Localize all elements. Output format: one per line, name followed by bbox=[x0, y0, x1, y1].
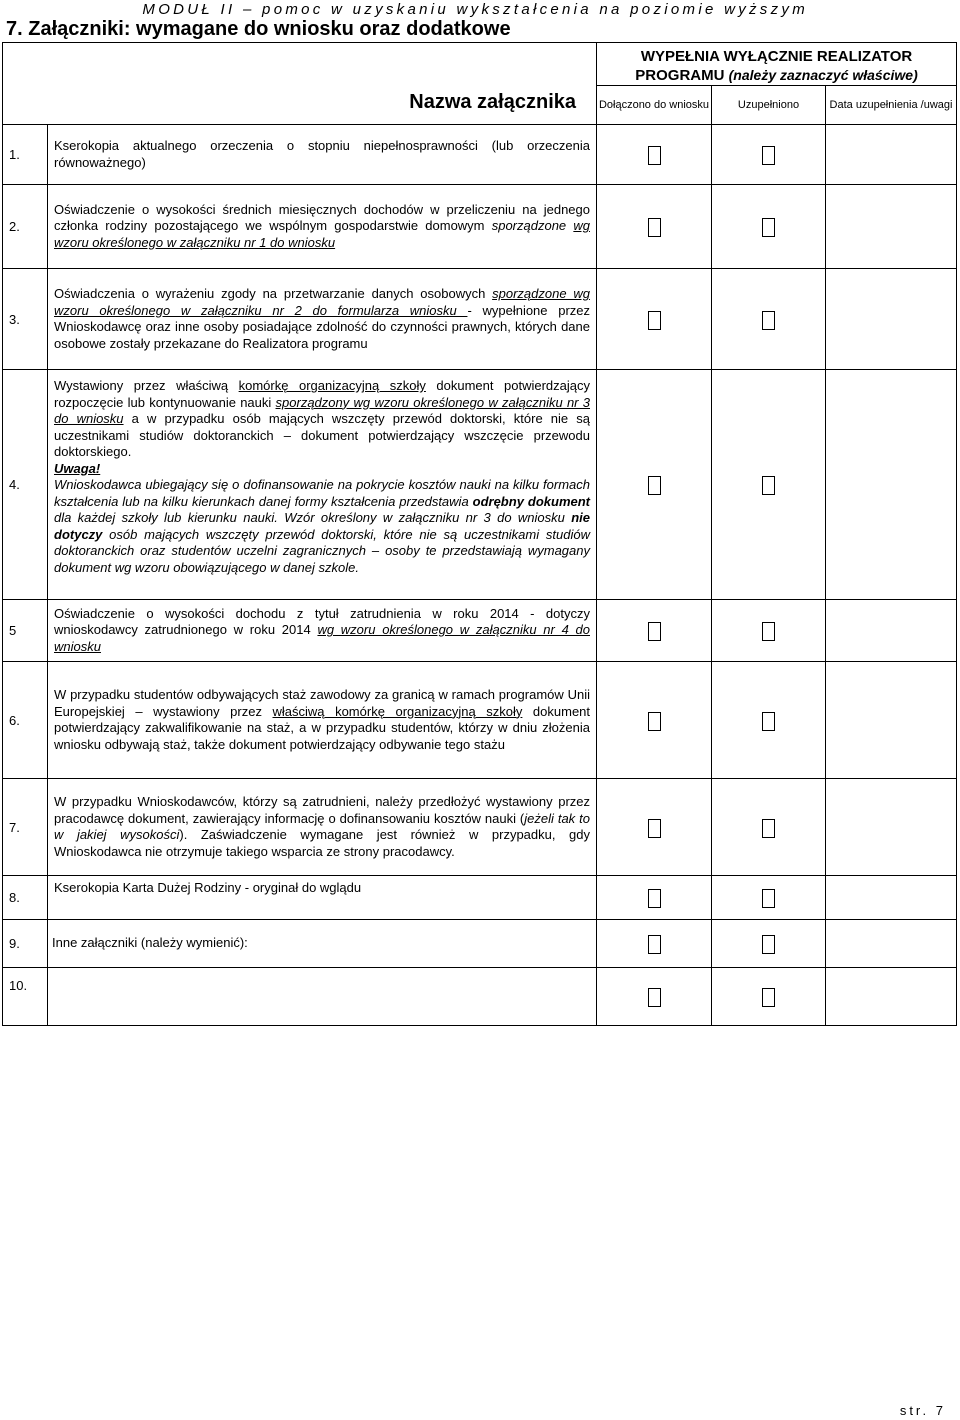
attached-checkbox[interactable] bbox=[597, 876, 712, 920]
realizator-header-italic: (należy zaznaczyć właściwe) bbox=[728, 67, 918, 83]
template-reference: wg wzoru określonego w załączniku nr 1 do wniosku bbox=[54, 218, 590, 250]
row-text: dokument potwierdzający zakwalifikowanie na staż, a w przypadku studentów, którzy w dniu złożenia wniosku odbywają staż, także dokument potwierdzający odbywanie tego stażu bbox=[54, 703, 591, 752]
table-header-row bbox=[3, 43, 957, 86]
row-text: Wystawiony przez właściwą bbox=[54, 378, 239, 393]
checkbox-square-icon bbox=[648, 622, 661, 641]
date-remarks-cell[interactable] bbox=[826, 779, 957, 876]
row-text-italic: sporządzone bbox=[491, 218, 574, 234]
row-text: Oświadczenie o wysokości dochodu z tytuł zatrudnienia w roku 2014 - dotyczy wnioskodawcy zatrudnionego w roku 2014 bbox=[54, 605, 590, 638]
completed-checkbox[interactable] bbox=[712, 185, 826, 269]
section-title: 7. Załączniki: wymagane do wniosku oraz dodatkowe bbox=[6, 18, 511, 40]
row-description: Kserokopia aktualnego orzeczenia o stopniu niepełnosprawności (lub orzeczenia równoważnego) bbox=[48, 125, 597, 185]
checkbox-square-icon bbox=[762, 311, 775, 330]
completed-checkbox[interactable] bbox=[712, 779, 826, 876]
checkbox-square-icon bbox=[648, 146, 661, 165]
col-completed-header: Uzupełniono bbox=[712, 86, 826, 125]
realizator-header-bold: WYPEŁNIA WYŁĄCZNIE REALIZATOR PROGRAMU bbox=[635, 48, 913, 84]
attached-checkbox[interactable] bbox=[597, 968, 712, 1026]
realizator-group-header bbox=[597, 43, 957, 86]
table-row bbox=[3, 125, 957, 185]
checkbox-square-icon bbox=[648, 218, 661, 237]
table-row bbox=[3, 779, 957, 876]
checkbox-square-icon bbox=[762, 218, 775, 237]
table-row bbox=[3, 370, 957, 600]
attached-checkbox[interactable] bbox=[597, 779, 712, 876]
row-number: 3. bbox=[3, 269, 48, 370]
row-description bbox=[48, 779, 597, 876]
row-description: Inne załączniki (należy wymienić): bbox=[48, 920, 597, 968]
table-row bbox=[3, 662, 957, 779]
checkbox-square-icon bbox=[648, 889, 661, 908]
row-description bbox=[48, 662, 597, 779]
row-number: 9. bbox=[3, 920, 48, 968]
row-text-underlined: właściwą komórkę organizacyjną szkoły bbox=[272, 703, 523, 719]
table-row bbox=[3, 920, 957, 968]
row-text-italic: osób mających wszczęty przewód doktorski, które nie są uczestnikami studiów doktoranckich oraz studentów uczelni zagranicznych – osoby te przedstawiają wymagany dokument wg wzoru obowiązującego w danej szkole. bbox=[54, 526, 590, 575]
checkbox-square-icon bbox=[648, 819, 661, 838]
attached-checkbox[interactable] bbox=[597, 920, 712, 968]
attached-checkbox[interactable] bbox=[597, 662, 712, 779]
row-description[interactable] bbox=[48, 968, 597, 1026]
row-number: 4. bbox=[3, 370, 48, 600]
row-text: W przypadku studentów odbywających staż zawodowy za granicą w ramach programów Unii Europejskiej – wystawiony przez bbox=[54, 687, 590, 719]
row-paragraph bbox=[54, 461, 590, 478]
row-text: dokument potwierdzający rozpoczęcie lub kontynuowanie nauki bbox=[54, 378, 591, 410]
checkbox-square-icon bbox=[762, 622, 775, 641]
completed-checkbox[interactable] bbox=[712, 876, 826, 920]
checkbox-square-icon bbox=[762, 889, 775, 908]
row-number: 8. bbox=[3, 876, 48, 920]
table-row bbox=[3, 185, 957, 269]
date-remarks-cell[interactable] bbox=[826, 600, 957, 662]
row-text: - wypełnione przez Wnioskodawcę oraz inne osoby posiadające zdolność do czynności prawnych, których dane osobowe zostały przekazane do Realizatora programu bbox=[54, 302, 591, 351]
checkbox-square-icon bbox=[762, 146, 775, 165]
completed-checkbox[interactable] bbox=[712, 600, 826, 662]
row-text: Oświadczenie o wysokości średnich miesięcznych dochodów w przeliczeniu na jednego członka rodziny pozostającego we wspólnym gospodarstwie domowym bbox=[54, 201, 590, 234]
date-remarks-cell[interactable] bbox=[826, 876, 957, 920]
checkbox-square-icon bbox=[648, 311, 661, 330]
row-text-underlined: komórkę organizacyjną szkoły bbox=[238, 378, 426, 393]
checkbox-square-icon bbox=[648, 935, 661, 954]
row-number: 6. bbox=[3, 662, 48, 779]
template-reference: sporządzony wg wzoru określonego w załączniku nr 3 do wniosku bbox=[54, 394, 590, 426]
row-description bbox=[48, 185, 597, 269]
checkbox-square-icon bbox=[762, 988, 775, 1007]
checkbox-square-icon bbox=[762, 476, 775, 495]
row-description bbox=[48, 269, 597, 370]
attached-checkbox[interactable] bbox=[597, 269, 712, 370]
checkbox-square-icon bbox=[648, 476, 661, 495]
row-description bbox=[48, 600, 597, 662]
template-reference: wg wzoru określonego w załączniku nr 4 do wniosku bbox=[54, 622, 590, 654]
row-text-bold: odrębny dokument bbox=[472, 493, 590, 509]
date-remarks-cell[interactable] bbox=[826, 968, 957, 1026]
template-reference: sporządzone wg wzoru określonego w załączniku nr 2 do formularza wniosku bbox=[54, 286, 590, 318]
row-paragraph bbox=[54, 477, 590, 576]
date-remarks-cell[interactable] bbox=[826, 920, 957, 968]
row-number: 1. bbox=[3, 125, 48, 185]
col-date-header: Data uzupełnienia /uwagi bbox=[826, 86, 957, 125]
checkbox-square-icon bbox=[762, 935, 775, 954]
attachment-name-header: Nazwa załącznika bbox=[3, 43, 597, 125]
checkbox-square-icon bbox=[648, 712, 661, 731]
date-remarks-cell[interactable] bbox=[826, 185, 957, 269]
checkbox-square-icon bbox=[762, 712, 775, 731]
row-text: Oświadczenia o wyrażeniu zgody na przetwarzanie danych osobowych bbox=[54, 286, 493, 301]
module-header: MODUŁ II – pomoc w uzyskaniu wykształcenia na poziomie wyższym bbox=[142, 1, 808, 18]
date-remarks-cell[interactable] bbox=[826, 370, 957, 600]
row-paragraph bbox=[54, 378, 590, 461]
row-description bbox=[48, 370, 597, 600]
row-text-italic: dla każdej szkoły lub kierunku nauki. Wzór określony w załączniku nr 3 do wniosku bbox=[54, 510, 572, 525]
attached-checkbox[interactable] bbox=[597, 370, 712, 600]
date-remarks-cell[interactable] bbox=[826, 269, 957, 370]
row-text: ). Zaświadczenie wymagane jest również w przypadku, gdy Wnioskodawca nie otrzymuje takiego wsparcia ze strony pracodawcy. bbox=[54, 827, 590, 859]
page-number: str. 7 bbox=[899, 1403, 946, 1418]
table-row bbox=[3, 600, 957, 662]
col-attached-header: Dołączono do wniosku bbox=[597, 86, 712, 125]
checkbox-square-icon bbox=[648, 988, 661, 1007]
date-remarks-cell[interactable] bbox=[826, 125, 957, 185]
row-text-bold: nie dotyczy bbox=[54, 510, 590, 542]
row-number: 5 bbox=[3, 600, 48, 662]
warning-label: Uwaga! bbox=[54, 460, 101, 476]
row-text-italic: Wnioskodawca ubiegający się o dofinansowanie na pokrycie kosztów nauki na kilku formach kształcenia lub na kilku kierunkach danej formy kształcenia przedstawia bbox=[54, 477, 590, 509]
attached-checkbox[interactable] bbox=[597, 600, 712, 662]
table-row bbox=[3, 968, 957, 1026]
date-remarks-cell[interactable] bbox=[826, 662, 957, 779]
attached-checkbox[interactable] bbox=[597, 185, 712, 269]
row-number: 7. bbox=[3, 779, 48, 876]
row-text: W przypadku Wnioskodawców, którzy są zatrudnieni, należy przedłożyć wystawiony przez pracodawcę dokument, zawierający informację o dofinansowaniu kosztów nauki ( bbox=[54, 794, 590, 826]
row-text: a w przypadku osób mających wszczęty przewód doktorski, które nie są uczestnikami studiów doktoranckich – dokument potwierdzający wszczęcie przewodu doktorskiego. bbox=[54, 411, 590, 459]
row-text-italic: jeżeli tak to w jakiej wysokości bbox=[54, 810, 590, 842]
attachments-table bbox=[2, 42, 957, 1026]
completed-checkbox[interactable] bbox=[712, 968, 826, 1026]
row-number: 10. bbox=[3, 968, 48, 1026]
completed-checkbox[interactable] bbox=[712, 125, 826, 185]
checkbox-square-icon bbox=[762, 819, 775, 838]
completed-checkbox[interactable] bbox=[712, 269, 826, 370]
table-row bbox=[3, 876, 957, 920]
attached-checkbox[interactable] bbox=[597, 125, 712, 185]
completed-checkbox[interactable] bbox=[712, 920, 826, 968]
completed-checkbox[interactable] bbox=[712, 370, 826, 600]
row-number: 2. bbox=[3, 185, 48, 269]
completed-checkbox[interactable] bbox=[712, 662, 826, 779]
row-description: Kserokopia Karta Dużej Rodziny - oryginał do wglądu bbox=[48, 876, 597, 920]
table-row bbox=[3, 269, 957, 370]
